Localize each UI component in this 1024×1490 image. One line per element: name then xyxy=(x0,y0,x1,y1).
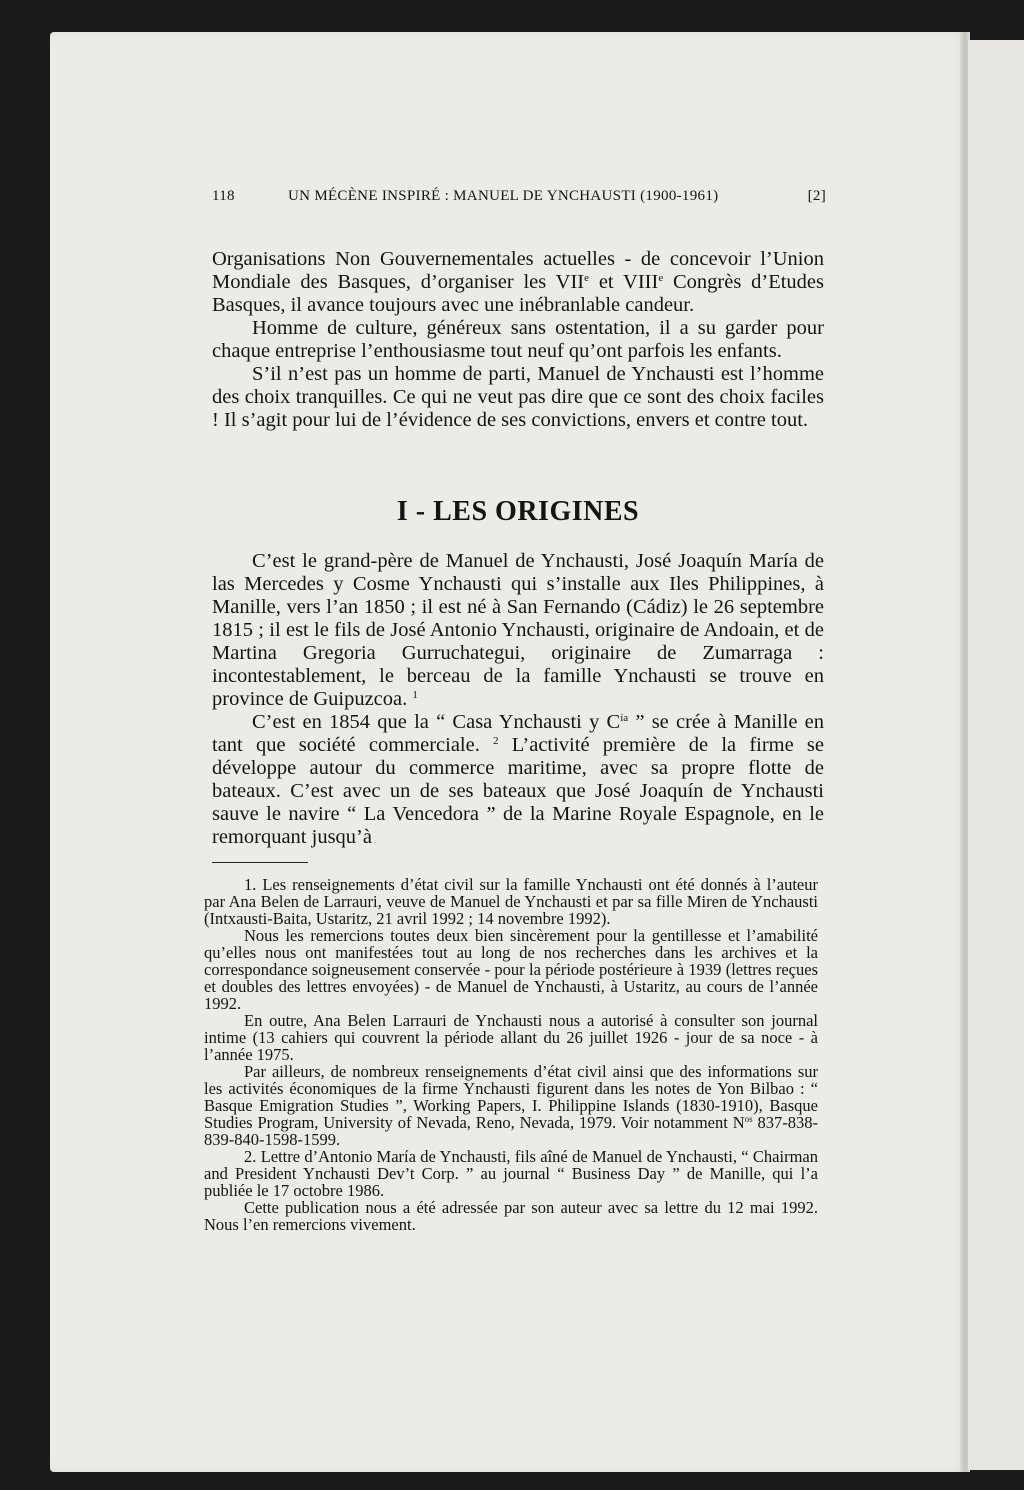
running-header xyxy=(212,188,826,212)
section-marker: [2] xyxy=(807,188,826,204)
origins-text xyxy=(212,550,824,849)
footnotes xyxy=(204,876,818,1233)
origins-paragraph-2: C’est en 1854 que la “ Casa Ynchausti y $C^{ía}$ ” se crée à Manille en tant que société commerciale. $^2$ L’activité première de la firme se développe autour du commerce maritime, avec sa propre flotte de bateaux. C’est avec un de ses bateaux que José Joaquín de Ynchausti sauve le navire “ La Vencedora ” de la Marine Royale Espagnole, en le remorquant jusqu’à xyxy=(212,711,824,848)
footnote-ref-1[interactable]: 1 xyxy=(412,689,418,701)
footnote-1: 1. Les renseignements d’état civil sur la famille Ynchausti ont été donnés à l’auteur par Ana Belen de Larrauri, veuve de Manuel de Ynchausti et par sa fille Miren de Ynchausti (Intxausti-Baita, Ustaritz, 21 avril 1992 ; 14 novembre 1992). xyxy=(204,875,818,928)
footnote-ref-2[interactable]: 2 xyxy=(493,735,499,747)
footnote-1-continued: Nous les remercions toutes deux bien sincèrement pour la gentillesse et l’amabilité qu’elles nous ont manifestées tout au long de nos recherches dans les archives et la correspondance soigneusement conservée - pour la période postérieure à 1939 (lettres reçues et doubles des lettres envoyées) - de Manuel de Ynchausti, à Ustaritz, au cours de l’année 1992. xyxy=(204,926,818,1013)
intro-paragraph-1: Organisations Non Gouvernementales actuelles - de concevoir l’Union Mondiale des Basques, d’organiser les VIIe et VIIIe Congrès d’Etudes Basques, il avance toujours avec une inébranlable candeur. xyxy=(212,248,824,316)
footnote-rule xyxy=(212,862,308,863)
footnote-1-sources: Par ailleurs, de nombreux renseignements d’état civil ainsi que des informations sur les activités économiques de la firme Ynchausti figurent dans les notes de Yon Bilbao : “ Basque Emigration Studies ”, Working Papers, I. Philippine Islands (1830-1910), Basque Studies Program, University of Nevada, Reno, Nevada, 1979. Voir notamment $N^{os}$ 837-838-839-840-1598-1599. xyxy=(204,1062,818,1149)
footnote-1-journal: En outre, Ana Belen Larrauri de Ynchausti nous a autorisé à consulter son journal intime (13 cahiers qui couvrent la période allant du 26 juillet 1926 - jour de sa noce - à l’année 1975. xyxy=(204,1011,818,1064)
section-title: I - LES ORIGINES xyxy=(396,496,640,527)
intro-paragraph-2: Homme de culture, généreux sans ostentation, il a su garder pour chaque entreprise l’enthousiasme tout neuf qu’ont parfois les enfants. xyxy=(212,317,824,362)
intro-text xyxy=(212,248,824,432)
page-number: 118 xyxy=(212,188,235,204)
footnote-2-continued: Cette publication nous a été adressée par son auteur avec sa lettre du 12 mai 1992. Nous l’en remercions vivement. xyxy=(204,1198,818,1234)
footnote-2: 2. Lettre d’Antonio María de Ynchausti, fils aîné de Manuel de Ynchausti, “ Chairman and President Ynchausti Dev’t Corp. ” au journal “ Business Day ” de Manille, qui l’a publiée le 17 octobre 1986. xyxy=(204,1147,818,1200)
origins-paragraph-1: C’est le grand-père de Manuel de Ynchausti, José Joaquín María de las Mercedes y Cosme Ynchausti qui s’installe aux Iles Philippines, à Manille, vers l’an 1850 ; il est né à San Fernando (Cádiz) le 26 septembre 1815 ; il est le fils de José Antonio Ynchausti, originaire de Andoain, et de Martina Gregoria Gurruchategui, originaire de Zumarraga : incontestablement, le berceau de la famille Ynchausti se trouve en province de Guipuzcoa. $^1$ xyxy=(212,550,824,710)
book-page-right-edge xyxy=(966,40,1024,1470)
intro-paragraph-3: S’il n’est pas un homme de parti, Manuel de Ynchausti est l’homme des choix tranquilles. Ce qui ne veut pas dire que ce sont des choix faciles ! Il s’agit pour lui de l’évidence de ses convictions, envers et contre tout. xyxy=(212,363,824,431)
running-title: UN MÉCÈNE INSPIRÉ : MANUEL DE YNCHAUSTI (1900-1961) xyxy=(288,188,719,204)
